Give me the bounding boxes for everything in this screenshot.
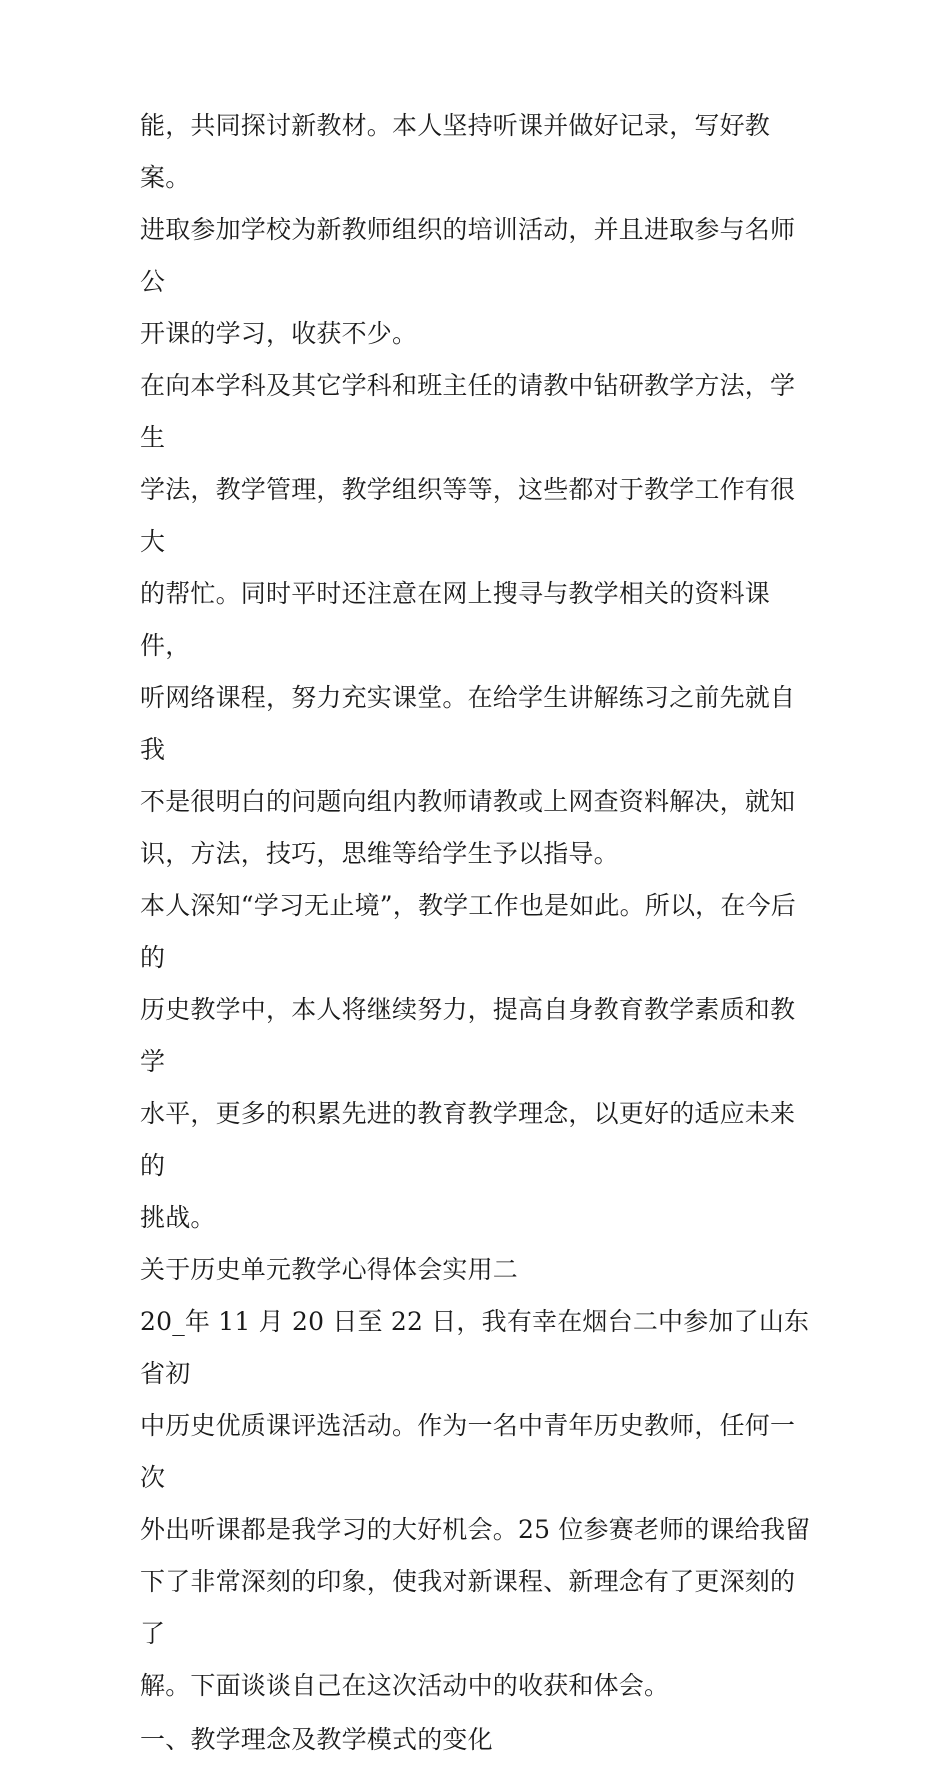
document-body [140, 100, 820, 1766]
paragraph-training-activities: 能，共同探讨新教材。本人坚持听课并做好记录，写好教案。 进取参加学校为新教师组织的培训活动，并且进取参与名师公 开课的学习，收获不少。 [140, 111, 796, 348]
paragraph-competition-report: 20_年 11 月 20 日至 22 日，我有幸在烟台二中参加了山东省初 中历史优质课评选活动。作为一名中青年历史教师，任何一次 外出听课都是我学习的大好机会。25 位参赛老师的课给我留 下了非常深刻的印象，使我对新课程、新理念有了更深刻的了 解。下面谈谈自己在这次活动中的收获和体会。 [140, 1307, 811, 1700]
section-title: 关于历史单元教学心得体会实用二 [140, 1255, 519, 1284]
paragraph-teaching-methods: 在向本学科及其它学科和班主任的请教中钻研教学方法，学生 学法，教学管理，教学组织等等，这些都对于教学工作有很大 的帮忙。同时平时还注意在网上搜寻与教学相关的资料课件， 听网络课程，努力充实课堂。在给学生讲解练习之前先就自我 不是很明白的问题向组内教师请教或上网查资料解决，就知 识，方法，技巧，思维等给学生予以指导。 [140, 371, 796, 868]
paragraph-continuous-learning: 本人深知“学习无止境”，教学工作也是如此。所以，在今后的 历史教学中，本人将继续努力，提高自身教育教学素质和教学 水平，更多的积累先进的教育教学理念，以更好的适应未来的 挑战。 [140, 891, 796, 1232]
subsection-heading: 一、教学理念及教学模式的变化 [140, 1725, 493, 1754]
